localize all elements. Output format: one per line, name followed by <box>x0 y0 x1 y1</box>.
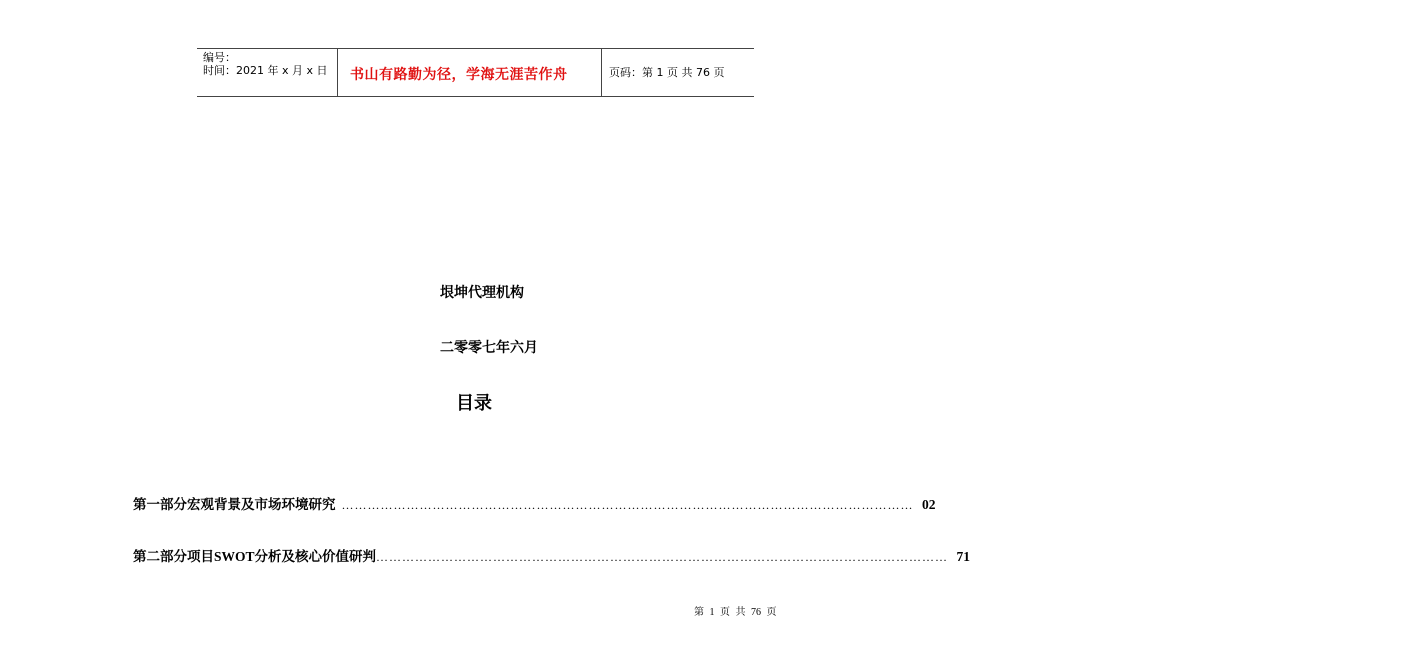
agency-name: 垠坤代理机构 <box>440 285 524 301</box>
header-divider-right <box>601 48 602 96</box>
toc-entry-1[interactable] <box>133 493 936 513</box>
toc-entry-part: 第一部分 <box>133 497 187 512</box>
page-footer: 第 1 页 共 76 页 <box>694 607 777 618</box>
toc-leader-dots: …………………………………………………………………………………………………………………… <box>341 498 914 512</box>
document-time-label: 时间：2021 年 x 月 x 日 <box>203 64 328 77</box>
toc-entry-title: 项目SWOT分析及核心价值研判 <box>187 549 377 564</box>
document-date: 二零零七年六月 <box>440 340 538 356</box>
toc-leader-dots: …………………………………………………………………………………………………………………… <box>376 550 949 564</box>
toc-entry-part: 第二部分 <box>133 549 187 564</box>
toc-entry-title: 宏观背景及市场环境研究 <box>187 497 336 512</box>
header-divider-left <box>337 48 338 96</box>
header-bottom-rule <box>197 96 754 97</box>
toc-title: 目录 <box>456 393 492 414</box>
document-number-label: 编号： <box>203 51 236 64</box>
header-motto: 书山有路勤为径，学海无涯苦作舟 <box>350 67 568 83</box>
header-page-code: 页码：第 1 页 共 76 页 <box>609 66 725 79</box>
toc-entry-2[interactable] <box>133 545 971 565</box>
header-top-rule <box>197 48 754 49</box>
toc-entry-page: 71 <box>956 549 971 564</box>
toc-entry-page: 02 <box>922 497 936 512</box>
